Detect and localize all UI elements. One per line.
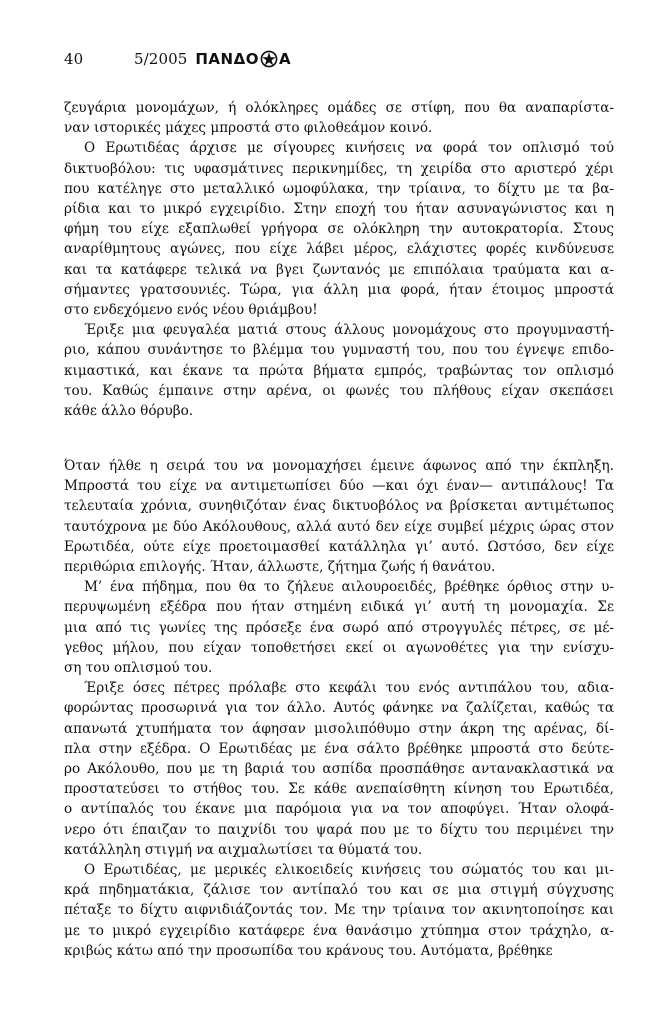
text-line: δικτυοβόλου: τις υφασμάτινες περικνημίδες, τη χειρίδα στο αριστερό χέρι [64,160,614,177]
text-line: κάθε άλλο θόρυβο. [64,403,194,420]
text-line: περιθώρια επιλογής. Ήταν, άλλωστε, ζήτημα ζωής ή θανάτου. [64,559,496,576]
text-line: απανωτά χτυπήματα τον άφησαν μισολιπόθυμο στην άκρη της αρένας, δί- [64,720,614,737]
text-line: σήμαντες γρατσουνιές. Τώρα, για άλλη μια φορά, ήταν έτοιμος μπροστά [64,281,614,298]
text-line: Έριξε όσες πέτρες πρόλαβε στο κεφάλι του ενός αντιπάλου του, αδια- [84,680,614,697]
text-section-2 [64,456,614,961]
page-number: 40 [64,50,84,68]
text-line: περυψωμένη εξέδρα που ήταν στημένη ειδικά γι’ αυτή τη μονομαχία. Σε [64,599,614,616]
text-line: προστατεύσει το στήθος του. Σε κάθε ανεπαίσθητη κίνηση του Ερωτιδέα, [64,781,614,798]
text-line: νερο ότι έπαιζαν το παιχνίδι του ψαρά που με το δίχτυ του περιμένει την [64,821,614,838]
text-line: που κατέληγε στο μεταλλικό ωμοφύλακα, την τρίαινα, το δίχτυ με τα βα- [64,180,614,197]
text-line: γεθος μήλου, που είχαν τοποθετήσει εκεί οι αγωνοθέτες για την ενίσχυ- [64,639,614,656]
text-line: Έριξε μια φευγαλέα ματιά στους άλλους μονομάχους στο προγυμναστή- [84,322,614,339]
text-line: με το μικρό εγχειρίδιο κατάφερε ένα θανάσιμο χτύπημα στον τράχηλο, α- [64,922,614,939]
text-line: ταυτόχρονα με δύο Ακόλουθους, αλλά αυτό δεν είχε συμβεί μέχρις ώρας στον [64,518,614,535]
paragraph [64,678,614,860]
paragraph [64,577,614,678]
text-line: ρίδια και το μικρό εγχειρίδιο. Στην εποχή του ήταν ασυναγώνιστος και η [64,201,614,218]
text-line: Όταν ήλθε η σειρά του να μονομαχήσει έμεινε άφωνος από την έκπληξη. [64,458,614,474]
text-line: ριο, κάπου συνάντησε το βλέμμα του γυμναστή του, που του έγνεψε επιδο- [64,342,614,359]
text-line: ναν ιστορικές μάχες μπροστά στο φιλοθεάμον κοινό. [64,120,433,137]
text-line: κιμαστικά, και έκανε τα πρώτα βήματα εμπρός, τραβώντας τον οπλισμό [64,362,614,379]
text-line: στο ενδεχόμενο ενός νέου θριάμβου! [64,302,318,319]
text-line: Μπροστά του είχε να αντιμετωπίσει δύο —και όχι έναν— αντιπάλους! Τα [64,478,614,495]
paragraph [64,138,614,320]
pandora-star-icon [260,50,278,68]
text-line: κατάλληλη στιγμή να αιχμαλωτίσει τα θύματά του. [64,841,423,858]
text-line: Μ’ ένα πήδημα, που θα το ζήλευε αιλουροειδές, βρέθηκε όρθιος στην υ- [84,579,614,596]
paragraph [64,98,614,138]
text-line: ζευγάρια μονομάχων, ή ολόκληρες ομάδες σε στίφη, που θα αναπαρίστα- [64,100,614,116]
text-line: μια από τις γωνίες της πρόσεξε ένα σωρό από στρογγυλές πέτρες, σε μέ- [64,619,614,636]
paragraph [64,860,614,961]
text-line: φήμη του είχε εξαπλωθεί γρήγορα σε ολόκληρη την αυτοκρατορία. Στους [64,221,614,238]
text-line: πέταξε το δίχτυ αιφνιδιάζοντάς τον. Με την τρίαινα τον ακινητοποίησε και [64,902,614,919]
magazine-logo [195,50,291,68]
text-line: του. Καθώς έμπαινε στην αρένα, οι φωνές του πλήθους είχαν σκεπάσει [64,382,614,399]
text-line: ο αντίπαλός του έκανε μια παρόμοια για να τον αποφύγει. Ήταν ολοφά- [64,801,614,818]
text-section-1 [64,98,614,421]
paragraph [64,456,614,577]
text-line: ρο Ακόλουθο, που με τη βαριά του ασπίδα προσπάθησε αντανακλαστικά να [64,761,614,778]
text-line: Ερωτιδέα, ούτε είχε προετοιμασθεί κατάλληλα γι’ αυτό. Ωστόσο, δεν είχε [64,538,614,555]
text-line: κριβώς κάτω από την προσωπίδα του κράνους του. Αυτόματα, βρέθηκε [64,942,553,959]
magazine-name-left: ΠΑΝΔΟ [195,50,259,68]
text-line: τελευταία χρόνια, συνηθιζόταν ένας δικτυοβόλος να βρίσκεται αντιμέτωπος [64,498,614,515]
text-line: πλα στην εξέδρα. Ο Ερωτιδέας με ένα σάλτο βρέθηκε μπροστά στο δεύτε- [64,740,614,757]
text-line: Ο Ερωτιδέας, με μερικές ελικοειδείς κινήσεις του σώματός του και μι- [84,862,614,879]
text-line: ση του οπλισμού του. [64,660,213,677]
text-line: Ο Ερωτιδέας άρχισε με σίγουρες κινήσεις να φορά τον οπλισμό τού [84,140,614,157]
text-line: και τα κατάφερε τελικά να βγει ζωντανός με επιπόλαια τραύματα και α- [64,261,614,278]
issue-label: 5/2005 [134,50,188,68]
text-line: αναρίθμητους αγώνες, που είχε λάβει μέρος, ελάχιστες φορές κινδύνευσε [64,241,614,258]
text-line: κρά πηδηματάκια, ζάλισε τον αντίπαλό του και σε μια στιγμή σύγχυσης [64,882,614,899]
text-line: φορώντας προσωρινά για τον άλλο. Αυτός φάνηκε να ζαλίζεται, καθώς τα [64,700,614,717]
magazine-name-right: Α [278,50,292,68]
page-header [64,47,291,71]
paragraph [64,320,614,421]
